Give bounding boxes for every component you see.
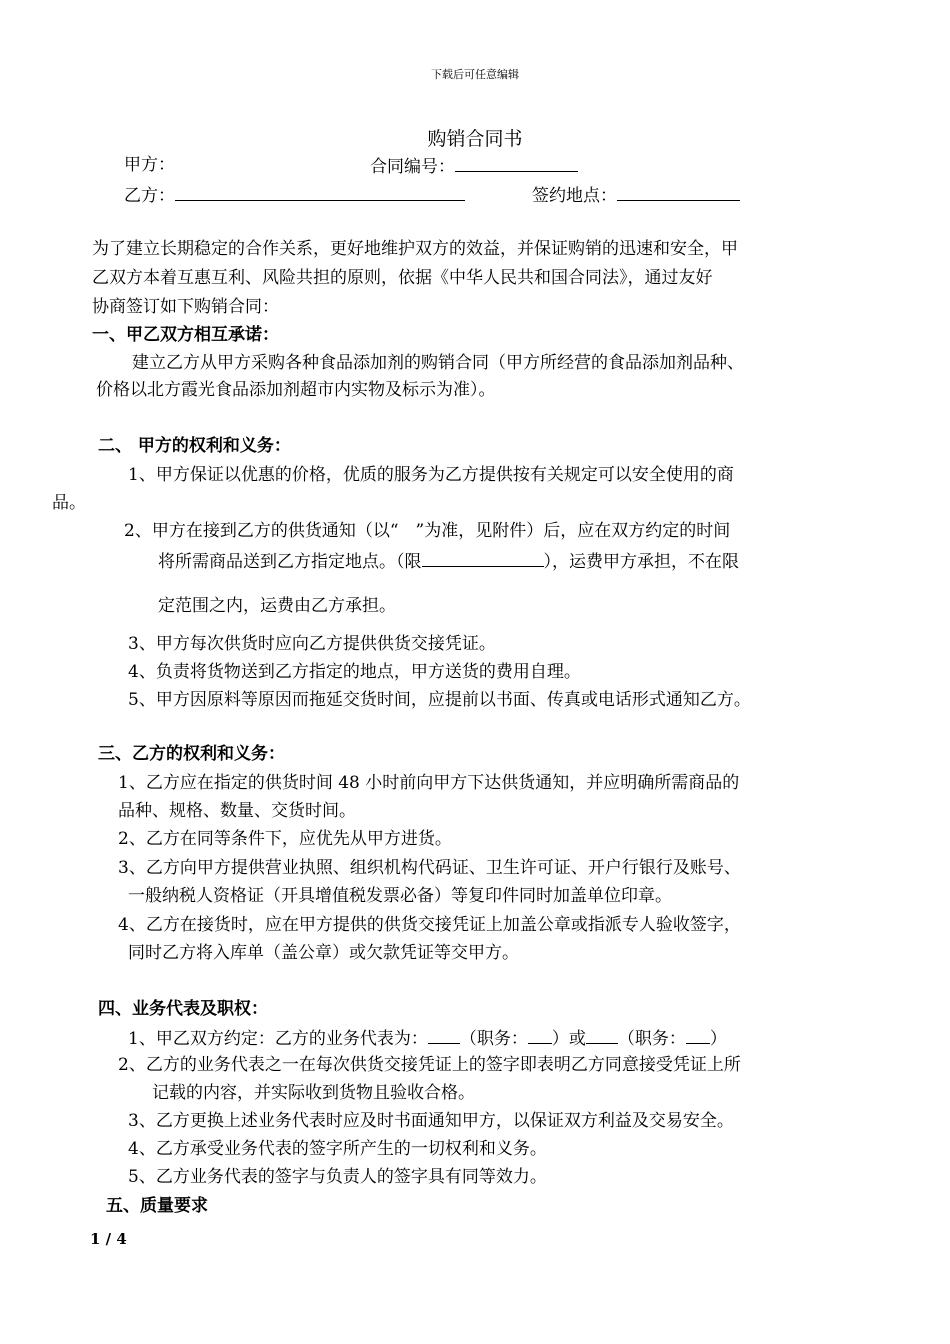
position-label: （职务： [617, 1029, 686, 1049]
section-2-item-2-text: ），运费甲方承担，不在限 [543, 552, 739, 572]
intro-line: 协商签订如下购销合同： [92, 297, 279, 317]
party-a-label: 甲方： [124, 155, 175, 175]
party-b-label: 乙方： [124, 186, 175, 206]
contract-number-field [370, 155, 578, 177]
section-3-item-3: 3、乙方向甲方提供营业执照、组织机构代码证、卫生许可证、开户行银行及账号、 [118, 858, 741, 878]
section-4-item-3: 3、乙方更换上述业务代表时应及时书面通知甲方，以保证双方利益及交易安全。 [128, 1111, 734, 1131]
section-4-item-2: 2、乙方的业务代表之一在每次供货交接凭证上的签字即表明乙方同意接受凭证上所 [118, 1055, 741, 1075]
section-2-item-4: 4、负责将货物送到乙方指定的地点，甲方送货的费用自理。 [128, 662, 581, 682]
section-4-item-5: 5、乙方业务代表的签字与负责人的签字具有同等效力。 [128, 1167, 547, 1187]
intro-line: 为了建立长期稳定的合作关系，更好地维护双方的效益，并保证购销的迅速和安全，甲 [92, 239, 738, 259]
page-number: 1 / 4 [90, 1230, 127, 1248]
section-3-item-2: 2、乙方在同等条件下，应优先从甲方进货。 [118, 829, 452, 849]
section-3-item-1-cont: 品种、规格、数量、交货时间。 [118, 801, 356, 821]
or-text: ）或 [551, 1029, 586, 1049]
party-b-blank[interactable] [175, 184, 465, 201]
position-2-blank[interactable] [686, 1027, 710, 1044]
closing-paren: ） [709, 1029, 727, 1049]
section-3-item-4-cont: 同时乙方将入库单（盖公章）或欠款凭证等交甲方。 [128, 943, 519, 963]
representative-1-blank[interactable] [428, 1027, 460, 1044]
section-4-item-1 [128, 1027, 727, 1049]
position-1-blank[interactable] [528, 1027, 552, 1044]
signing-place-blank[interactable] [617, 184, 740, 201]
section-1-heading: 一、甲乙双方相互承诺： [92, 325, 279, 345]
section-3-item-3-cont: 一般纳税人资格证（开具增值税发票必备）等复印件同时加盖单位印章。 [128, 886, 672, 906]
delivery-limit-blank[interactable] [422, 550, 544, 567]
section-2-item-1: 1、甲方保证以优惠的价格，优质的服务为乙方提供按有关规定可以安全使用的商 [128, 465, 734, 485]
section-3-item-1: 1、乙方应在指定的供货时间 48 小时前向甲方下达供货通知，并应明确所需商品的 [118, 773, 740, 793]
party-b-field [124, 184, 465, 206]
section-1-text: 价格以北方霞光食品添加剂超市内实物及标示为准）。 [96, 380, 496, 400]
contract-number-label: 合同编号： [370, 157, 455, 177]
section-4-item-1-text: 1、甲乙双方约定：乙方的业务代表为： [128, 1029, 428, 1049]
section-2-item-1-cont: 品。 [52, 493, 86, 513]
representative-2-blank[interactable] [586, 1027, 618, 1044]
section-2-item-3: 3、甲方每次供货时应向乙方提供供货交接凭证。 [128, 634, 496, 654]
header-note: 下载后可任意编辑 [431, 68, 519, 81]
section-4-heading: 四、业务代表及职权： [98, 999, 268, 1019]
section-2-heading: 二、 甲方的权利和义务： [98, 436, 291, 456]
position-label: （职务： [459, 1029, 528, 1049]
section-3-item-4: 4、乙方在接货时，应在甲方提供的供货交接凭证上加盖公章或指派专人验收签字， [118, 915, 741, 935]
section-1-text: 建立乙方从甲方采购各种食品添加剂的购销合同（甲方所经营的食品添加剂品种、 [132, 353, 744, 373]
section-2-item-2-text: 将所需商品送到乙方指定地点。（限 [158, 552, 422, 572]
section-5-heading: 五、质量要求 [106, 1196, 208, 1216]
document-title: 购销合同书 [427, 128, 523, 150]
signing-place-label: 签约地点： [532, 186, 617, 206]
section-2-item-2: 2、甲方在接到乙方的供货通知（以“ ”为准，见附件）后，应在双方约定的时间 [124, 521, 731, 541]
section-3-heading: 三、乙方的权利和义务： [98, 744, 285, 764]
signing-place-field [532, 184, 740, 206]
section-4-item-4: 4、乙方承受业务代表的签字所产生的一切权利和义务。 [128, 1139, 547, 1159]
section-2-item-2-cont [158, 550, 739, 572]
section-2-item-5: 5、甲方因原料等原因而拖延交货时间，应提前以书面、传真或电话形式通知乙方。 [128, 690, 751, 710]
contract-number-blank[interactable] [455, 155, 578, 172]
section-2-item-2-cont: 定范围之内，运费由乙方承担。 [158, 596, 396, 616]
intro-line: 乙双方本着互惠互利、风险共担的原则，依据《中华人民共和国合同法》，通过友好 [92, 268, 713, 288]
section-4-item-2-cont: 记载的内容，并实际收到货物且验收合格。 [152, 1083, 475, 1103]
